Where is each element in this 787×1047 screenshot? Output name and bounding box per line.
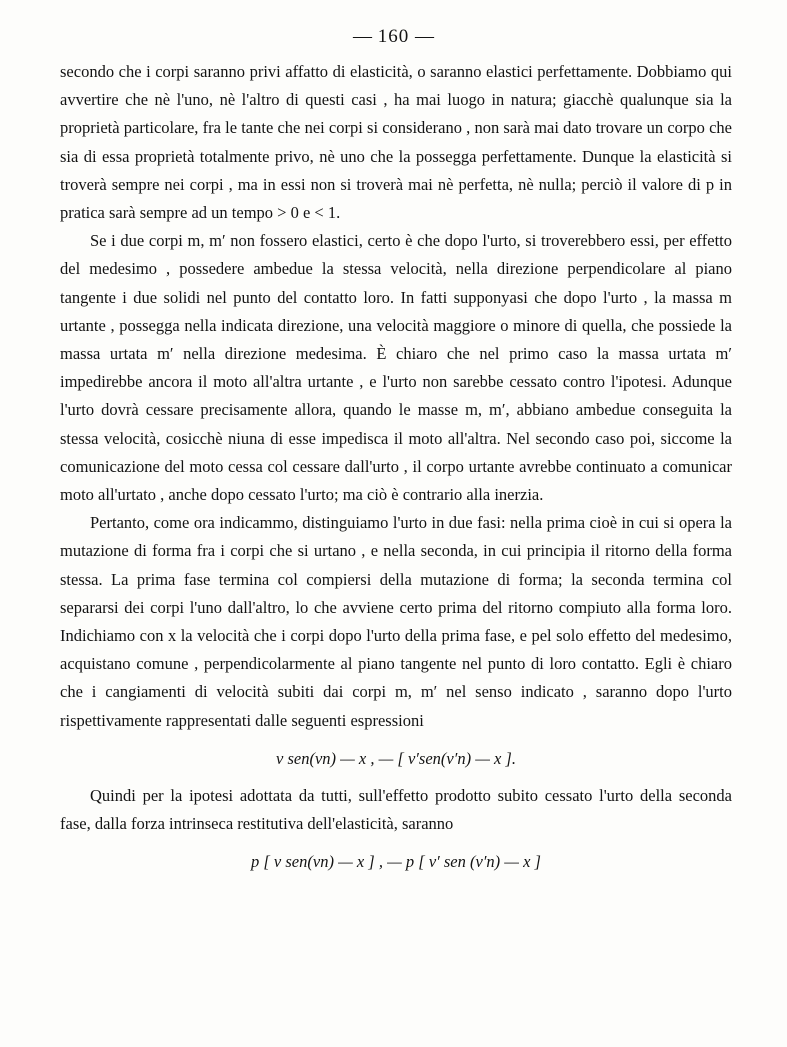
paragraph-2: Se i due corpi m, m′ non fossero elastici, certo è che dopo l'urto, si troverebbero essi, per effetto del medesimo , possedere ambedue la stessa velocità, nella direzione perpendicolare al piano tangente i due solidi nel punto del contatto loro. In fatti supponyasi che dopo l'urto , la massa m urtante , possegga nella indicata direzione, una velocità maggiore o minore di quella, che possiede la massa urtata m′ nella direzione medesima. È chiaro che nel primo caso la massa urtata m′ impedirebbe ancora il moto all'altra urtante , e l'urto non sarebbe cessato contro l'ipotesi. Adunque l'urto dovrà cessare precisamente allora, quando le masse m, m′, abbiano ambedue conseguita la stessa velocità, cosicchè niuna di esse impedisca il moto all'altra. Nel secondo caso poi, siccome la comunicazione del moto cessa col cessare dall'urto , il corpo urtante avrebbe continuato a comunicar moto all'urtato , anche dopo cessato l'urto; ma ciò è contrario alla inerzia. [60, 231, 732, 505]
formula-second: p [ v sen(vn) — x ] , — p [ v′ sen (v′n) — x ] [251, 852, 541, 872]
paragraph-4: Quindi per la ipotesi adottata da tutti, sull'effetto prodotto subito cessato l'urto della seconda fase, dalla forza intrinseca restitutiva dell'elasticità, saranno [60, 785, 732, 834]
header-dash-left: — [353, 26, 372, 47]
page-number: 160 [377, 26, 410, 47]
page-header [0, 26, 787, 48]
document-body [60, 58, 732, 877]
formula-first: v sen(vn) — x , — [ v′sen(v′n) — x ]. [276, 748, 516, 768]
paragraph-3: Pertanto, come ora indicammo, distinguiamo l'urto in due fasi: nella prima cioè in cui si opera la mutazione di forma fra i corpi che si urtano , e nella seconda, in cui principia il ritorno della forma stessa. La prima fase termina col compiersi della mutazione di forma; la seconda termina col separarsi dei corpi l'uno dall'altro, lo che avviene certo prima del ritorno compiuto alla forma loro. Indichiamo con x la velocità che i corpi dopo l'urto della prima fase, e pel solo effetto del medesimo, acquistano comune , perpendicolarmente al piano tangente nel punto di loro contatto. Egli è chiaro che i cangiamenti di velocità subiti dai corpi m, m′ nel senso indicato , saranno dopo l'urto rispettivamente rappresentati dalle seguenti espressioni [60, 513, 732, 730]
header-dash-right: — [415, 26, 434, 47]
paragraph-1: secondo che i corpi saranno privi affatto di elasticità, o saranno elastici perfettamente. Dobbiamo qui avvertire che nè l'uno, nè l'altro di questi casi , ha mai luogo in natura; giacchè qualunque sia la proprietà particolare, fra le tante che nei corpi si considerano , non sarà mai dato trovare un corpo che sia di essa proprietà totalmente privo, nè uno che la possegga perfettamente. Dunque la elasticità si troverà sempre nei corpi , ma in essi non si troverà mai nè perfetta, nè nulla; perciò il valore di p in pratica sarà sempre ad un tempo > 0 e < 1. [60, 62, 732, 223]
